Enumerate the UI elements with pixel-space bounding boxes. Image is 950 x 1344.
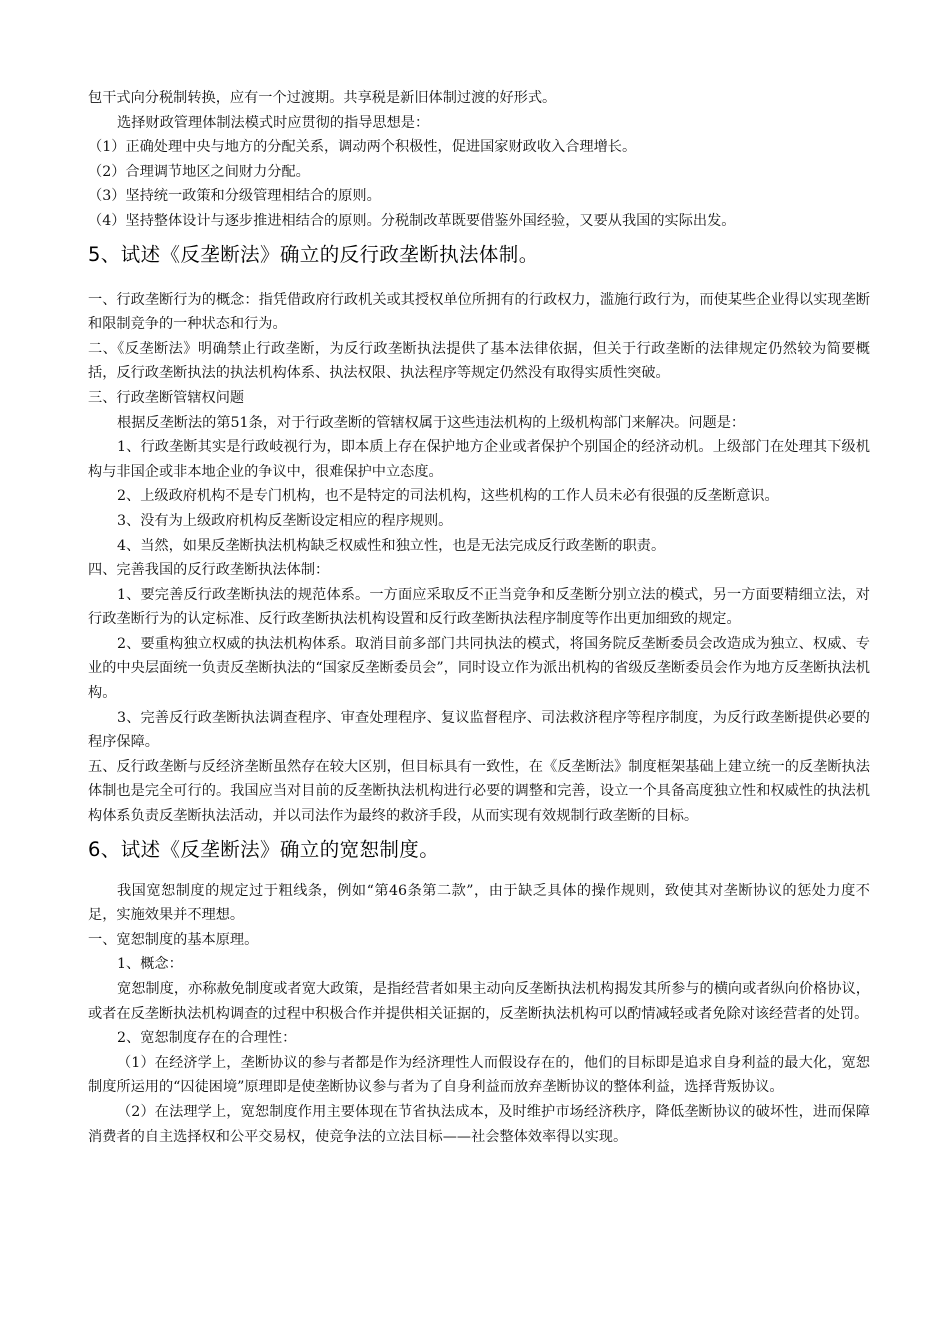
paragraph: 1、行政垄断其实是行政岐视行为，即本质上存在保护地方企业或者保护个别国企的经济动机。上级部门在处理其下级机构与非国企或非本地企业的争议中，很难保护中立态度。	[88, 439, 870, 480]
paragraph: 四、完善我国的反行政垄断执法体制：	[88, 562, 330, 579]
list-item: （3）坚持统一政策和分级管理相结合的原则。	[88, 188, 381, 205]
paragraph: 一、行政垄断行为的概念：指凭借政府行政机关或其授权单位所拥有的行政权力，滥施行政行为，而使某些企业得以实现垄断和限制竞争的一种状态和行为。	[88, 291, 870, 333]
paragraph: 一、宽恕制度的基本原理。	[88, 931, 259, 948]
paragraph: 宽恕制度，亦称赦免制度或者宽大政策，是指经营者如果主动向反垄断执法机构揭发其所参与的横向或者纵向价格协议，或者在反垄断执法机构调查的过程中积极合作并提供相关证据的，反垄断执法机构可以酌情减轻或者免除对该经营者的处罚。	[88, 981, 870, 1022]
paragraph: 根据反垄断法的第51条，对于行政垄断的管辖权属于这些违法机构的上级机构部门来解决。问题是：	[117, 414, 746, 431]
paragraph: 1、概念：	[117, 956, 183, 973]
paragraph: 2、要重构独立权威的执法机构体系。取消目前多部门共同执法的模式，将国务院反垄断委员会改造成为独立、权威、专业的中央层面统一负责反垄断执法的“国家反垄断委员会”，同时设立作为派出机构的省级反垄断委员会作为地方反垄断执法机构。	[88, 635, 870, 702]
paragraph: 包干式向分税制转换，应有一个过渡期。共享税是新旧体制过渡的好形式。	[88, 90, 557, 106]
document-page	[88, 86, 870, 1149]
paragraph: （1）在经济学上，垄断协议的参与者都是作为经济理性人而假设存在的，他们的目标即是追求自身利益的最大化，宽恕制度所运用的“囚徒困境”原理即是使垄断协议参与者为了自身利益而放弃垄断协议的整体利益，选择背叛协议。	[88, 1054, 870, 1096]
list-item: （4）坚持整体设计与逐步推进相结合的原则。分税制改革既要借鉴外国经验，又要从我国的实际出发。	[88, 212, 736, 229]
paragraph: 2、宽恕制度存在的合理性：	[117, 1030, 297, 1047]
paragraph: 3、完善反行政垄断执法调查程序、审查处理程序、复议监督程序、司法救济程序等程序制度，为反行政垄断提供必要的程序保障。	[88, 709, 870, 751]
paragraph: 二、《反垄断法》明确禁止行政垄断，为反行政垄断执法提供了基本法律依据，但关于行政垄断的法律规定仍然较为简要概括，反行政垄断执法的执法机构体系、执法权限、执法程序等规定仍然没有取得实质性突破。	[88, 340, 870, 382]
list-item: （2）合理调节地区之间财力分配。	[88, 163, 310, 180]
paragraph: 2、上级政府机构不是专门机构，也不是特定的司法机构，这些机构的工作人员未必有很强的反垄断意识。	[117, 488, 779, 505]
section-6-heading: 6、试述《反垄断法》确立的宽恕制度。	[88, 837, 440, 861]
paragraph: 我国宽恕制度的规定过于粗线条，例如“第46条第二款”，由于缺乏具体的操作规则，致使其对垄断协议的惩处力度不足，实施效果并不理想。	[88, 882, 870, 924]
paragraph: 4、当然，如果反垄断执法机构缺乏权威性和独立性，也是无法完成反行政垄断的职责。	[117, 537, 666, 554]
section-5-heading: 5、试述《反垄断法》确立的反行政垄断执法体制。	[88, 242, 539, 266]
paragraph: （2）在法理学上，宽恕制度作用主要体现在节省执法成本，及时维护市场经济秩序，降低垄断协议的破坏性，进而保障消费者的自主选择权和公平交易权，使竞争法的立法目标——社会整体效率得以实现。	[88, 1103, 870, 1145]
paragraph: 三、行政垄断管辖权问题	[88, 389, 245, 406]
list-item: （1）正确处理中央与地方的分配关系，调动两个积极性，促进国家财政收入合理增长。	[88, 139, 637, 156]
paragraph: 五、反行政垄断与反经济垄断虽然存在较大区别，但目标具有一致性，在《反垄断法》制度框架基础上建立统一的反垄断执法体制也是完全可行的。我国应当对目前的反垄断执法机构进行必要的调整和完善，设立一个具备高度独立性和权威性的执法机构体系负责反垄断执法活动，并以司法作为最终的救济手段，从而实现有效规制行政垄断的目标。	[88, 758, 870, 825]
paragraph: 1、要完善反行政垄断执法的规范体系。一方面应采取反不正当竞争和反垄断分别立法的模式，另一方面要精细立法，对行政垄断行为的认定标准、反行政垄断执法机构设置和反行政垄断执法程序制度等作出更加细致的规定。	[88, 586, 870, 628]
paragraph: 3、没有为上级政府机构反垄断设定相应的程序规则。	[117, 512, 453, 529]
paragraph: 选择财政管理体制法模式时应贯彻的指导思想是：	[117, 114, 430, 131]
